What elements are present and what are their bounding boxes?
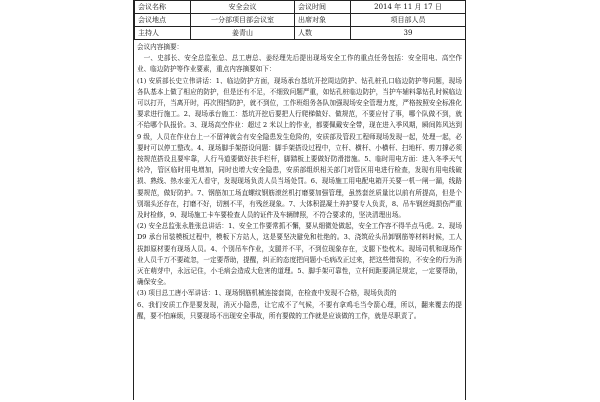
content-paragraph: (2) 安全总监张永胜张总讲话：1、安全工作要常抓不懈，要从细微处做起，安全工作容不得半点马虎。2、现场 D9 承台吊装模板过程中，模板下方站人，这是要坚决避免和杜绝的。3、浇筑砼头吊卸钢筋等材料时候，工人拔卸原材要有现场人员。4、个别吊车作业，支腿并不平，不到位现象存在，支腿下垫枕木。现场司机和现场作业人员千万不要疏忽，一定要帮助，提醒，纠正的态度把问题小毛病改正过来，把这些错误的，不安全的行为消灭在萌芽中，永远记住，小毛病会造成大危害的道理。5、脚手架可靠性，立杆间距要满足规定，一定要帮助，确保安全。	[137, 222, 462, 287]
content-paragraph: (1) 安质部长史立伟讲话：1、临边防护方面，现场承台基坑开挖周边防护、钻孔桩孔口临边防护等问题，现场各队基本上做了相应的防护，但是还有不足，不细致问题严重，如钻孔桩临边防护，当护车辅料靠钻孔时候临边可以打开，当离开时，再次围挡防护，就不到位，工作班组务各队加强现场安全管理力度，严格按照安全标准化要求进行施工。2、现场承台施工：基坑开挖后要把人行爬梯做好、做规范，不要应付了事，哪个队做不到，就不给哪个队报价。3、现场高空作业：超过 2 米以上的作业，都要佩戴安全带，现在进入季风期，瞬间阵风达到 9 级，人员在作业台上一不留神就会有安全隐患发生危险的，安质部及管段工程师现场发现一起，处理一起，必要时可以停工整改。4、现场脚手架搭设问题：脚手架搭设过程中，立杆、横杆、小横杆、扫地杆、剪刀撑必须按规范搭设且要牢靠，人行马道要做好扶手栏杆，脚踏板上要做好防滑措施。5、临时用电方面：进入冬季天气转冷，管区临时用电增加，同时也增大安全隐患，安质部组织相关部门对管区用电进行检查，发现有用电线破损、熟线、热水壶无人看守，发现现场负责人员当场处罚。6、现场施工用电配电箱开关要一机一闸一漏，线路要规范，做好防护。7、钢筋加工场直螺纹钢筋滚丝机打磨要加强管理，虽然套丝质量比以前有所提高，但是个别端头还存在，打磨不好，切割不平，有残丝现象。7、大体积混凝土养护要专人负责，8、吊车钢丝绳损伤严重及时检修，9、现场施工卡车要检查人员的证件及车辆牌照，不符合要求的，坚决清理出场。	[137, 76, 462, 220]
meeting-minutes-sheet	[133, 0, 466, 400]
content-heading: 会议内容摘要：	[137, 43, 184, 51]
meeting-place-value: 一分部项目部会议室	[191, 14, 295, 27]
host-value: 姜青山	[191, 27, 295, 40]
count-label: 人数	[295, 27, 351, 40]
content-paragraph: 6、我们安质工作是要发现，消灭小隐患，让它成不了气候，不要有拿鸡毛当令箭心理，所以，翻来覆去的提醒，要不怕麻烦，只要现场不出现安全事故，所有要做的工作就是应该做的工作，就是尽职责了。	[137, 300, 462, 320]
attendees-value: 项目部人员	[351, 14, 466, 27]
host-label: 主持人	[135, 27, 191, 40]
meeting-time-value: 2014 年 11 月 17 日	[351, 1, 466, 14]
meeting-name-label: 会议名称	[135, 1, 191, 14]
meeting-name-value: 安全会议	[191, 1, 295, 14]
table-row	[135, 14, 466, 27]
table-row	[135, 1, 466, 14]
content-paragraph: (3) 项目总工唐小军讲话：1、现场钢筋机械连接套筒，在检查中发现不合格，现场负责的	[137, 289, 397, 298]
content-paragraph: 一、史部长、安全总监张总、总工唐总、姜经理先后提出现场安全工作的重点任务包括：安全用电、高空作业、临边防护等作业要素，重点内容摘要如下：	[137, 54, 462, 74]
table-row	[135, 27, 466, 40]
count-value: 39	[351, 27, 466, 40]
attendees-label: 出席对象	[295, 14, 351, 27]
meeting-content	[134, 40, 465, 402]
meeting-info-table	[134, 0, 466, 40]
meeting-time-label: 会议时间	[295, 1, 351, 14]
meeting-place-label: 会议地点	[135, 14, 191, 27]
